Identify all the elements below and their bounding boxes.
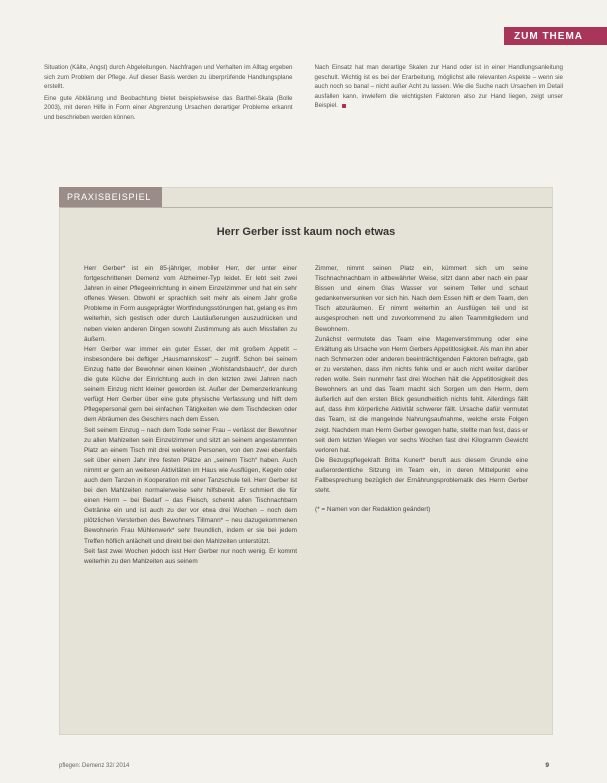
footnote: (* = Namen von der Redaktion geändert) [315,506,431,514]
paragraph: Seit fast zwei Wochen jedoch isst Herr Gerber nur noch wenig. Er kommt weiterhin zu den Mahlzeiten aus seinem [84,547,297,565]
paragraph: Zunächst vermutete das Team eine Magenverstimmung oder eine Erkältung als Ursache von Herrn Gerbers Appetitlosigkeit. Als man ihn aber nach Schmerzen oder anderen beeinträchtigenden Faktoren befragte, gab er zu verstehen, dass ihm nichts fehle und er auch nicht weiter darüber reden wolle. Sein nunmehr fast drei Wochen hält die Appetitlosigkeit des Bewohners an und das Team macht sich Sorgen um den Herrn, dem äußerlich auf den ersten Blick gesundheitlich nichts fehlt. Allerdings fällt auf, dass ihm körperliche Aktivität schwerer fällt. Ursache dafür vermutet das Team, ist die mangelnde Nahrungsaufnahme, welche erste Folgen zeigt. Nachdem man Herrn Gerber gewogen hatte, stellte man fest, dass er seit dem letzten Wiegen vor sechs Wochen fast drei Kilogramm Gewicht verloren hat. [315,335,528,454]
paragraph-text: Nach Einsatz hat man derartige Skalen zur Hand oder ist in einer Handlungsanleitung geschult. Wichtig ist es bei der Erarbeitung, möglichst alle relevanten Aspekte – wenn sie auch noch so banal – nicht außer Acht zu lassen. Wie die Suche nach Ursachen im Detail ausfallen kann, inwiefern die wichtigsten Faktoren also zur Hand liegen, zeigt unser Beispiel. [314,64,563,110]
paragraph: Herr Gerber war immer ein guter Esser, der mit großem Appetit – insbesondere bei deftiger „Hausmannskost“ – zugriff. Schon bei seinem Einzug hatte der Bewohner einen kleinen „Wohlstandsbauch“, der durch die gute Küche der Einrichtung auch in den letzten zwei Jahren nach seinem Einzug nicht kleiner geworden ist. Außer der Demenzerkrankung verfügt Herr Gerber über eine gute physische Verfassung und hilft dem Pflegepersonal gern bei einfachen Tätigkeiten wie dem Tischdecken oder dem Abräumen des Geschirrs nach dem Essen. [84,345,297,424]
box-columns [84,264,528,567]
intro-left-column [44,63,293,125]
paragraph: Herr Gerber* ist ein 85-jähriger, mobiler Herr, der unter einer fortgeschrittenen Demenz vom Alzheimer-Typ leidet. Er lebt seit zwei Jahren in einer Pflegeeinrichtung in einem Einzelzimmer und hat ein sehr offenes Wesen. Obwohl er sprachlich seit mehr als einem Jahr große Probleme in Form ausgeprägter Wortfindungsstörungen hat, gelang es ihm weiterhin, sich gestisch oder durch Lautäußerungen auszudrücken und neben vielen anderen Dingen sowohl Zustimmung als auch Missfallen zu äußern. [84,265,297,343]
end-mark-icon [342,104,346,108]
paragraph: Zimmer, nimmt seinen Platz ein, kümmert sich um seine Tischnachnachbarn in altbewährter Weise, sitzt dann aber nach ein paar Bissen und einem Glas Wasser vor seinem Teller und schaut gedankenversunken vor sich hin. Nach dem Essen hilft er dem Team, den Tisch abzuräumen. Er nimmt weiterhin an Ausflügen teil und ist ausgesprochen nett und zuvorkommend zu allen Teammitgliedern und Bewohnern. [315,265,528,333]
box-title: Herr Gerber isst kaum noch etwas [216,226,396,238]
intro-text [44,63,563,125]
practice-example-box [59,187,553,735]
paragraph: Seit seinem Einzug – nach dem Tode seiner Frau – verlässt der Bewohner zu allen Mahlzeiten sein Einzelzimmer und sitzt an seinem angestammten Platz an einem Tisch mit drei weiteren Personen, von den zwei ebenfalls seit über einem Jahr ihre festen Plätze an „seinem Tisch“ haben. Auch nimmt er gern an weiteren Aktivitäten im Haus wie Ausflügen, Kegeln oder auch dem Tanzen in Kooperation mit einer Tanzschule teil. Herr Gerber ist bei den Mahlzeiten normalerweise sehr hilfsbereit. Er schmiert die für einen Herrn – bei Bedarf – das Fleisch, schenkt allen Tischnachbarn Getränke ein und ist auch zu der vor etwa drei Wochen – noch dem plötzlichen Versterben des Bewohners Tillmann* – neu dazugekommenen Bewohnerin Frau Mühlenwerk* sehr freundlich, indem er sie bei jedem Treffen höflich anlächelt und direkt bei den Mahlzeiten unterstützt. [84,426,297,545]
paragraph: Die Bezugspflegekraft Britta Kunert* beruft aus diesem Grunde eine außerordentliche Sitzung im Team ein, in deren Mittelpunkt eine Fallbesprechung bezüglich der Ernährungsproblematik des Herrn Gerber steht. [315,456,528,495]
box-left-column [84,264,297,567]
footer-publication: pflegen: Demenz 32/ 2014 [59,763,130,769]
page-number: 9 [545,762,549,769]
box-header-label: PRAXISBEISPIEL [59,187,162,207]
paragraph: Situation (Kälte, Angst) durch Abgeleitungen. Nachfragen und Verhalten im Alltag ergeben sich zum Problem der Pflege. Auf dieser Basis werden zu überprüfende Handlungsplane erstellt. [44,64,293,91]
paragraph: Eine gute Abklärung und Beobachtung bietet beispielsweise das Barthel-Skala (Bolle 2003), mit deren Hilfe in Form einer Abgrenzung Ursachen derartiger Probleme erkannt und beschrieben werden können. [44,94,293,121]
box-right-column [315,264,528,567]
paragraph [315,63,564,111]
box-divider [60,207,552,208]
intro-right-column [315,63,564,125]
section-tab: ZUM THEMA [504,27,607,45]
